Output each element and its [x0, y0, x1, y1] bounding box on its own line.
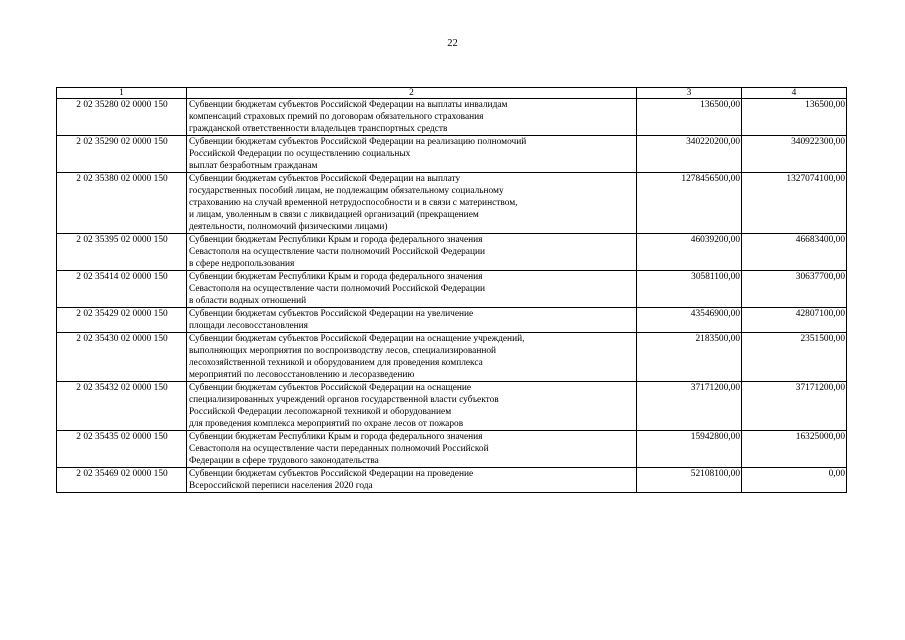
column-header-1: 1: [57, 88, 187, 99]
description-cell: [187, 308, 637, 333]
budget-code-cell: 2 02 35414 02 0000 150: [57, 271, 187, 308]
table-row: [57, 431, 847, 468]
budget-code-cell: 2 02 35429 02 0000 150: [57, 308, 187, 333]
budget-code-cell: 2 02 35380 02 0000 150: [57, 173, 187, 234]
column-header-2: 2: [187, 88, 637, 99]
table-row: [57, 136, 847, 173]
amount-col4-cell: 37171200,00: [742, 382, 847, 431]
description-line: Российской Федерации лесопожарной техникой и оборудованием: [189, 407, 452, 417]
description-line: лесохозяйственной техникой и оборудованием для проведения комплекса: [189, 358, 483, 368]
budget-code-cell: 2 02 35290 02 0000 150: [57, 136, 187, 173]
description-cell: [187, 136, 637, 173]
description-cell: [187, 333, 637, 382]
amount-col3-cell: 46039200,00: [637, 234, 742, 271]
budget-code-cell: 2 02 35435 02 0000 150: [57, 431, 187, 468]
table-row: [57, 308, 847, 333]
amount-col3-cell: 1278456500,00: [637, 173, 742, 234]
description-line: Федерации в сфере трудового законодательства: [189, 456, 379, 466]
description-cell: [187, 271, 637, 308]
description-line: страхованию на случай временной нетрудоспособности и в связи с материнством,: [189, 198, 518, 208]
description-line: Всероссийской переписи населения 2020 года: [189, 481, 373, 491]
description-line: в области водных отношений: [189, 296, 307, 306]
description-cell: [187, 468, 637, 493]
budget-code-cell: 2 02 35395 02 0000 150: [57, 234, 187, 271]
description-line: специализированных учреждений органов государственной власти субъектов: [189, 395, 499, 405]
amount-col4-cell: 1327074100,00: [742, 173, 847, 234]
budget-code-cell: 2 02 35432 02 0000 150: [57, 382, 187, 431]
table-row: [57, 468, 847, 493]
budget-code-cell: 2 02 35469 02 0000 150: [57, 468, 187, 493]
description-cell: [187, 234, 637, 271]
description-line: государственных пособий лицам, не подлежащим обязательному социальному: [189, 186, 504, 196]
description-line: и лицам, уволенным в связи с ликвидацией организаций (прекращением: [189, 210, 479, 220]
description-line: Севастополя на осуществление части переданных полномочий Российской: [189, 444, 489, 454]
description-line: Субвенции бюджетам субъектов Российской Федерации на оснащение учреждений,: [189, 334, 525, 344]
table-row: [57, 173, 847, 234]
description-line: для проведения комплекса мероприятий по охране лесов от пожаров: [189, 419, 464, 429]
table-row: [57, 99, 847, 136]
table-body: [57, 99, 847, 493]
description-line: Севастополя на осуществление части полномочий Российской Федерации: [189, 284, 486, 294]
table-row: [57, 234, 847, 271]
column-header-3: 3: [637, 88, 742, 99]
description-line: Субвенции бюджетам Республики Крым и города федерального значения: [189, 432, 483, 442]
amount-col4-cell: 42807100,00: [742, 308, 847, 333]
amount-col3-cell: 30581100,00: [637, 271, 742, 308]
amount-col3-cell: 2183500,00: [637, 333, 742, 382]
amount-col4-cell: 0,00: [742, 468, 847, 493]
description-cell: [187, 99, 637, 136]
page-number: 22: [447, 38, 458, 49]
budget-code-cell: 2 02 35280 02 0000 150: [57, 99, 187, 136]
description-line: выполняющих мероприятия по воспроизводству лесов, специализированной: [189, 346, 497, 356]
table-row: [57, 271, 847, 308]
amount-col4-cell: 340922300,00: [742, 136, 847, 173]
table-header-row: [57, 88, 847, 99]
amount-col3-cell: 37171200,00: [637, 382, 742, 431]
description-cell: [187, 173, 637, 234]
amount-col3-cell: 340220200,00: [637, 136, 742, 173]
amount-col3-cell: 43546900,00: [637, 308, 742, 333]
description-line: компенсаций страховых премий по договорам обязательного страхования: [189, 112, 484, 122]
description-line: деятельности, полномочий физическими лицами): [189, 222, 388, 232]
amount-col3-cell: 52108100,00: [637, 468, 742, 493]
description-line: Субвенции бюджетам Республики Крым и города федерального значения: [189, 272, 483, 282]
description-line: Субвенции бюджетам субъектов Российской Федерации на оснащение: [189, 383, 472, 393]
description-line: Субвенции бюджетам Республики Крым и города федерального значения: [189, 235, 483, 245]
amount-col4-cell: 2351500,00: [742, 333, 847, 382]
description-line: в сфере недропользования: [189, 259, 295, 269]
description-line: Субвенции бюджетам субъектов Российской Федерации на увеличение: [189, 309, 474, 319]
table-row: [57, 333, 847, 382]
description-cell: [187, 382, 637, 431]
description-cell: [187, 431, 637, 468]
amount-col3-cell: 15942800,00: [637, 431, 742, 468]
description-line: Субвенции бюджетам субъектов Российской Федерации на выплаты инвалидам: [189, 100, 508, 110]
description-line: мероприятий по лесовосстановлению и лесоразведению: [189, 370, 415, 380]
description-line: Севастополя на осуществление части полномочий Российской Федерации: [189, 247, 486, 257]
description-line: площади лесовосстановления: [189, 321, 308, 331]
budget-table: [56, 87, 847, 493]
amount-col4-cell: 46683400,00: [742, 234, 847, 271]
amount-col4-cell: 136500,00: [742, 99, 847, 136]
table-row: [57, 382, 847, 431]
column-header-4: 4: [742, 88, 847, 99]
description-line: Субвенции бюджетам субъектов Российской Федерации на выплату: [189, 174, 461, 184]
amount-col3-cell: 136500,00: [637, 99, 742, 136]
description-line: гражданской ответственности владельцев транспортных средств: [189, 124, 448, 134]
budget-code-cell: 2 02 35430 02 0000 150: [57, 333, 187, 382]
description-line: Российской Федерации по осуществлению социальных: [189, 149, 411, 159]
description-line: Субвенции бюджетам субъектов Российской Федерации на проведение: [189, 469, 474, 479]
amount-col4-cell: 30637700,00: [742, 271, 847, 308]
amount-col4-cell: 16325000,00: [742, 431, 847, 468]
description-line: выплат безработным гражданам: [189, 161, 318, 171]
description-line: Субвенции бюджетам субъектов Российской Федерации на реализацию полномочий: [189, 137, 527, 147]
